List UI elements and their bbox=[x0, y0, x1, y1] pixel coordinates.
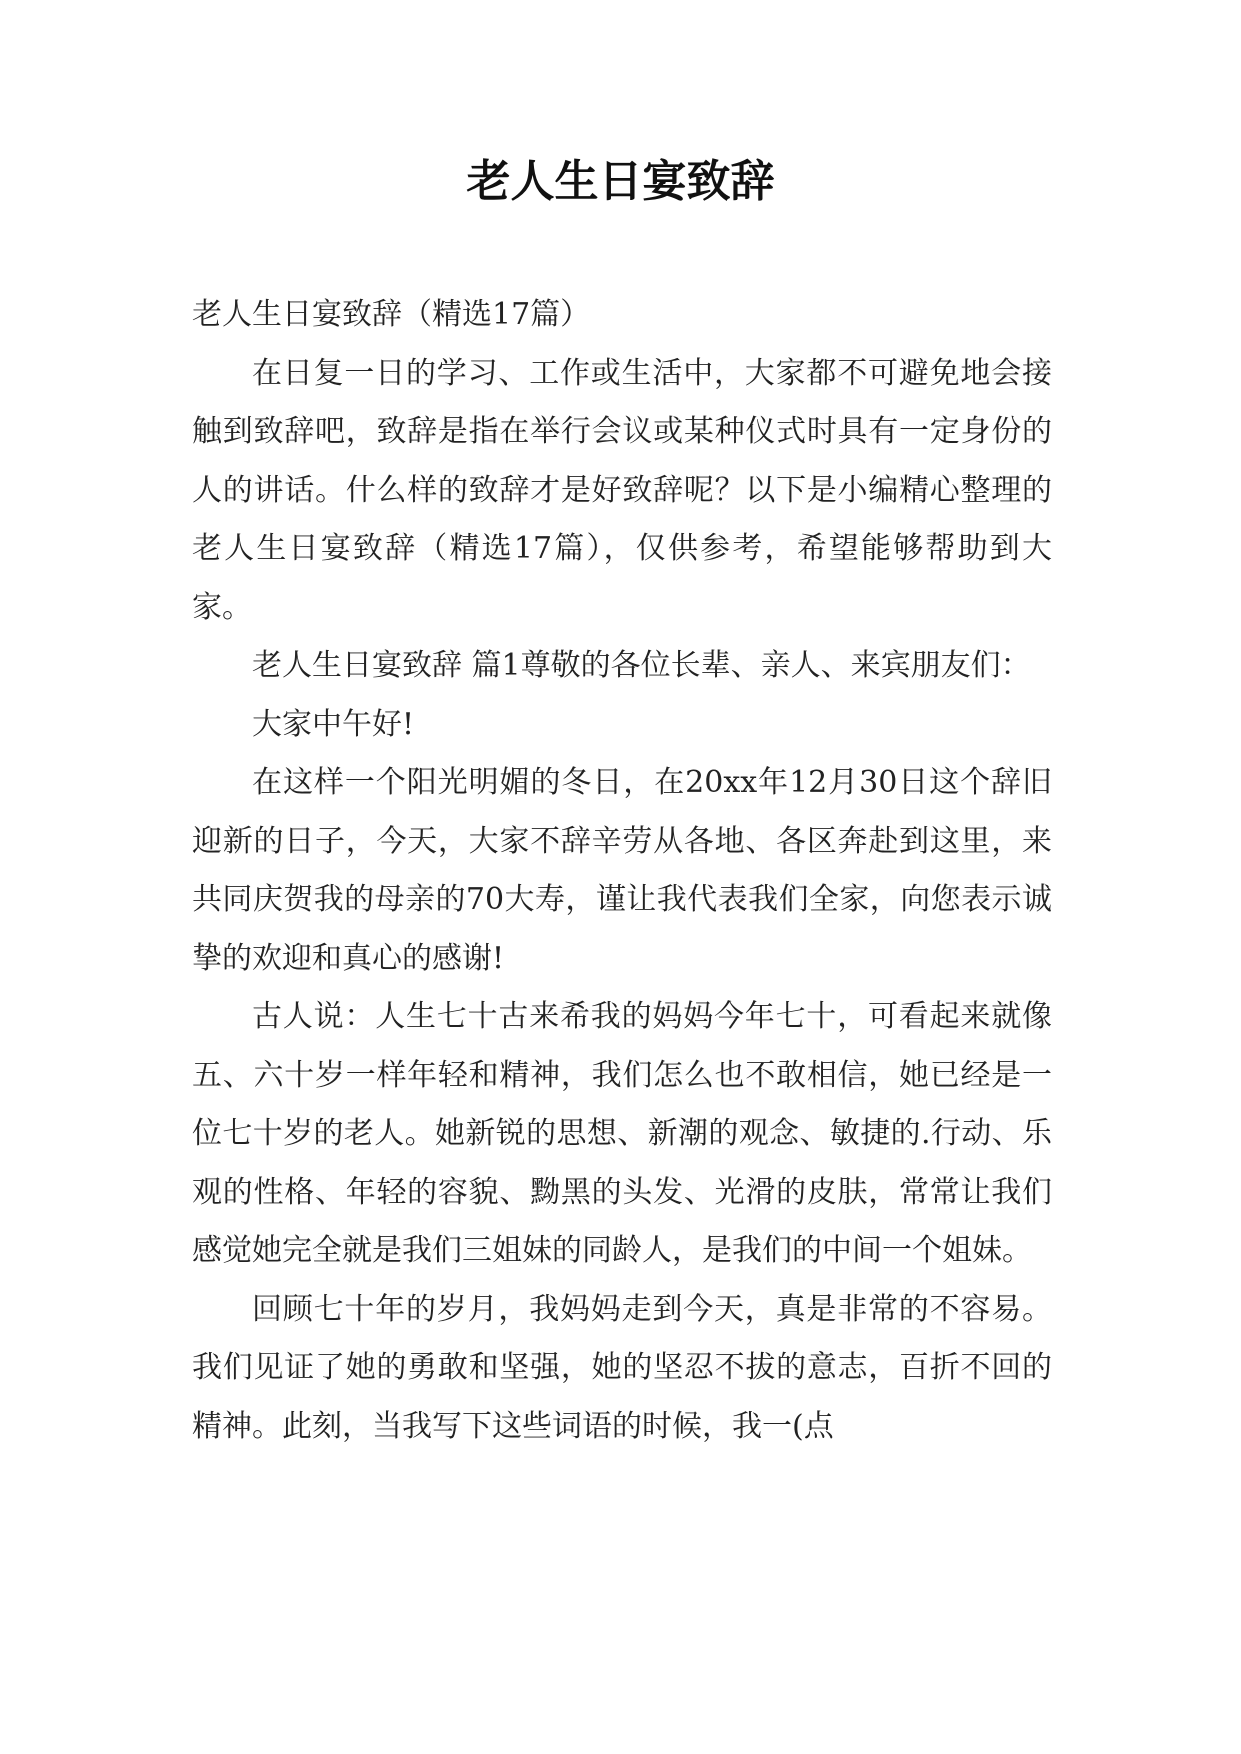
paragraph-welcome: 在这样一个阳光明媚的冬日，在20xx年12月30日这个辞旧迎新的日子，今天，大家不辞辛劳从各地、各区奔赴到这里，来共同庆贺我的母亲的70大寿，谨让我代表我们全家，向您表示诚挚的欢迎和真心的感谢! bbox=[192, 765, 1052, 976]
document-body bbox=[192, 286, 1052, 1456]
paragraph-intro: 在日复一日的学习、工作或生活中，大家都不可避免地会接触到致辞吧，致辞是指在举行会议或某种仪式时具有一定身份的人的讲话。什么样的致辞才是好致辞呢？以下是小编精心整理的老人生日宴致辞（精选17篇），仅供参考，希望能够帮助到大家。 bbox=[192, 355, 1052, 625]
paragraph-subtitle: 老人生日宴致辞（精选17篇） bbox=[192, 297, 591, 332]
paragraph-ancient-saying: 古人说：人生七十古来希我的妈妈今年七十，可看起来就像五、六十岁一样年轻和精神，我们怎么也不敢相信，她已经是一位七十岁的老人。她新锐的思想、新潮的观念、敏捷的.行动、乐观的性格、年轻的容貌、黝黑的头发、光滑的皮肤，常常让我们感觉她完全就是我们三姐妹的同龄人，是我们的中间一个姐妹。 bbox=[192, 999, 1052, 1268]
paragraph-salutation: 老人生日宴致辞 篇1尊敬的各位长辈、亲人、来宾朋友们： bbox=[252, 648, 1031, 683]
document-title: 老人生日宴致辞 bbox=[466, 156, 775, 207]
paragraph-review: 回顾七十年的岁月，我妈妈走到今天，真是非常的不容易。我们见证了她的勇敢和坚强，她的坚忍不拔的意志，百折不回的精神。此刻，当我写下这些词语的时候，我一(点 bbox=[192, 1291, 1052, 1444]
paragraph-greeting: 大家中午好! bbox=[252, 706, 415, 742]
